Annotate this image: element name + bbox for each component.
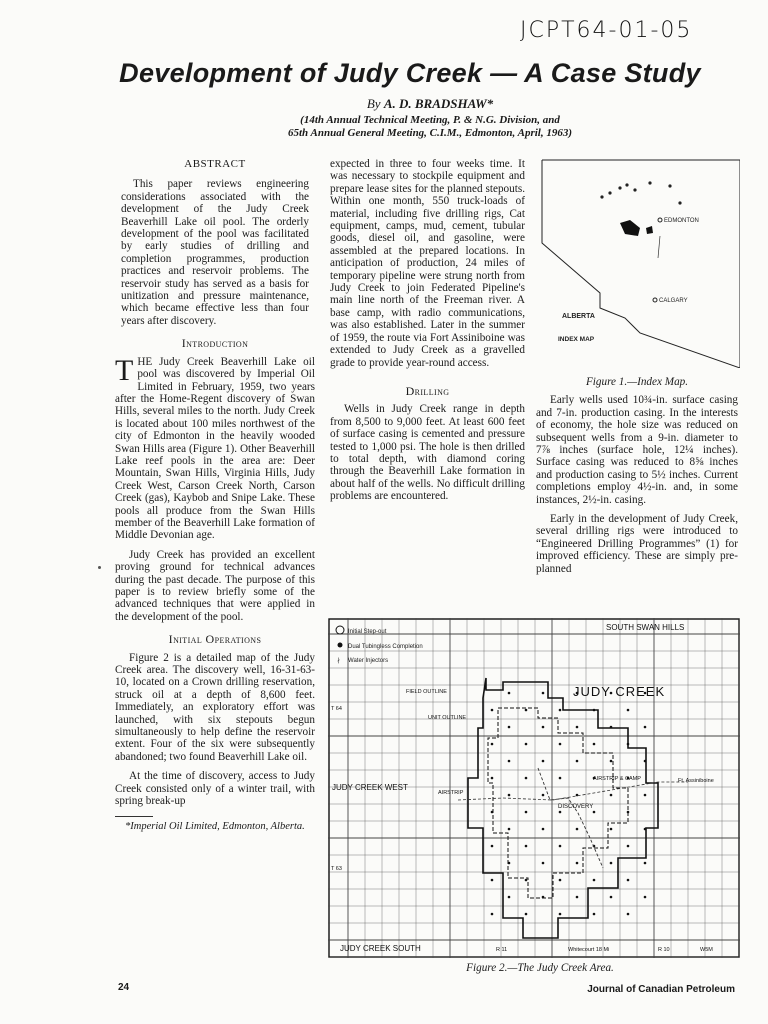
unit-outline (488, 708, 628, 898)
well-dot (559, 811, 562, 814)
well-dot (508, 726, 511, 729)
well-dot (525, 913, 528, 916)
well-dot (593, 879, 596, 882)
airstrip-label: AIRSTRIP (438, 790, 464, 796)
handwritten-note: JCPT64-01-05 (520, 18, 693, 43)
well-dot (644, 862, 647, 865)
well-dot (542, 760, 545, 763)
well-dot (610, 760, 613, 763)
w5m-label: W5M (700, 947, 713, 953)
well-dot (525, 709, 528, 712)
well-dot (610, 896, 613, 899)
well-dot (491, 709, 494, 712)
township-63-label: T 63 (331, 866, 342, 872)
judy-creek-label: JUDY CREEK (573, 684, 666, 699)
drilling-paragraph: Wells in Judy Creek range in depth from 8,500 to 9,000 feet. At least 600 feet of surface casing is cemented and pressure tested to 1,000 psi. The hole is then drilled to total depth, with diamond coring through the Beaverhill Lake formation in about half of the wells. No difficult drilling problems are encountered. (330, 403, 525, 503)
judy-creek-south-label: JUDY CREEK SOUTH (340, 944, 421, 953)
well-dot (525, 845, 528, 848)
whitecourt-label: Whitecourt 18 Mi (568, 947, 610, 953)
well-dot (508, 692, 511, 695)
well-dot (627, 879, 630, 882)
south-swan-hills-label: SOUTH SWAN HILLS (606, 623, 685, 632)
page-number: 24 (118, 982, 130, 993)
well-dot (559, 879, 562, 882)
drilling-heading: Drilling (405, 383, 450, 398)
well-dot (610, 828, 613, 831)
well-dot (508, 794, 511, 797)
well-dot (542, 828, 545, 831)
author-name: A. D. BRADSHAW* (383, 96, 494, 111)
discovery-label: DISCOVERY (558, 804, 594, 810)
paper-title: Development of Judy Creek — A Case Study (119, 58, 701, 88)
dropcap: T (115, 353, 134, 387)
figure-2-caption: Figure 2.—The Judy Creek Area. (466, 962, 614, 974)
step-out-symbol-icon (336, 626, 344, 634)
judy-creek-west-label: JUDY CREEK WEST (332, 783, 408, 792)
alberta-label: ALBERTA (562, 313, 595, 320)
column-2-paragraph-1: expected in three to four weeks time. It was necessary to stockpile equipment and prepare lease sites for the planned stepouts. Within one month, 550 truck-loads of material, including five drilling rigs, Cat equipment, camps, mud, cement, tubular goods, diesel oil, and gasoline, were assembled at the prepared locations. In anticipation of production, 24 miles of temporary pipeline were strung north from Judy Creek to join Federated Pipeline's main line north of the Freeman river. A base camp, with radio communications, was also established. Later in the summer of 1959, the route via Fort Assiniboine was extended to Judy Creek as a gravelled grade to provide year-round access. (330, 158, 525, 369)
well-dot (576, 896, 579, 899)
column-3 (536, 376, 738, 582)
column-2 (330, 158, 525, 510)
well-dot (525, 811, 528, 814)
introduction-paragraph-2: Judy Creek has provided an excellent proving ground for technical advances during the past decade. The purpose of this paper is to review briefly some of the advanced techniques that were applied in the development of the pool. (115, 548, 315, 623)
well-dot (491, 879, 494, 882)
well-dot (559, 709, 562, 712)
judy-creek-map-graphic (328, 618, 740, 958)
water-injector-symbol-icon: ∤ (337, 658, 340, 664)
byline (300, 96, 560, 112)
byline-prefix: By (366, 96, 381, 111)
introduction-heading: Introduction (181, 336, 249, 351)
road-line (538, 768, 603, 868)
field-outline-label: FIELD OUTLINE (406, 689, 447, 695)
well-dot (593, 743, 596, 746)
unit-outline-label: UNIT OUTLINE (428, 715, 467, 721)
legend-water-injectors: Water Injectors (348, 658, 389, 664)
column-3-paragraph-2: Early in the development of Judy Creek, several drilling rigs were introduced to “Engineered Drilling Programmes” (1) for improved efficiency. These are simply pre-planned (536, 513, 738, 575)
column-3-paragraph-1: Early wells used 10¾-in. surface casing and 7-in. production casing. In the interests of economy, the hole size was reduced on subsequent wells from a 9-in. diameter to 7⅞ inches (surface hole, 12¼ inches). Surface casing was reduced to 8⅝ inches and production casing to 5½ inches. Current completions employ 4½-in. and, in some instances, 2½-in. casing. (536, 394, 738, 506)
well-dot (644, 726, 647, 729)
range-11-label: R 11 (496, 947, 508, 953)
introduction-p1-text: HE Judy Creek Beaverhill Lake oil pool was discovered by Imperial Oil Limited in February, 1959, two years after the Home-Regent discovery of Swan Hills, several miles to the north. Judy Creek is located about 100 miles northwest of the city of Edmonton in the heavily wooded Swan Hills area (Figure 1). Other Beaverhill Lake reef pools in the area are: Deer Mountain, Swan Hills, Virginia Hills, Judy Creek West, Carson Creek North, Carson Creek (gas), Kaybob and Snipe Lake. These pools all produce from the Swan Hills member of the Beaverhill Lake formation of Middle Devonian age. (115, 355, 315, 542)
abstract-heading: ABSTRACT (184, 158, 246, 170)
well-dot (542, 862, 545, 865)
well-dot (542, 794, 545, 797)
well-dot (644, 896, 647, 899)
conference-note (200, 114, 660, 140)
abstract-text: This paper reviews engineering considerations associated with the development of the Judy Creek Beaverhill Lake oil pool. The orderly development of the pool was facilitated by early studies of drilling and completion programmes, production practices and reservoir problems. The reservoir study has served as a basis for unitization and pressure maintenance, which became effective less than four years after discovery. (121, 178, 309, 327)
journal-name: Journal of Canadian Petroleum (587, 984, 735, 995)
well-dot (525, 879, 528, 882)
well-dot (576, 760, 579, 763)
calgary-label: CALGARY (659, 298, 688, 304)
initial-operations-heading: Initial Operations (168, 632, 262, 647)
well-dot (610, 794, 613, 797)
well-dot (559, 743, 562, 746)
conference-line-2: 65th Annual General Meeting, C.I.M., Edmonton, April, 1963) (287, 127, 573, 139)
well-dot (542, 692, 545, 695)
well-dot (525, 743, 528, 746)
edmonton-label: EDMONTON (664, 218, 699, 224)
well-dot (559, 913, 562, 916)
well-dot (627, 913, 630, 916)
well-dot (576, 862, 579, 865)
well-dot (559, 845, 562, 848)
introduction-paragraph-1 (115, 353, 315, 542)
column-1 (115, 158, 315, 833)
well-dot (491, 845, 494, 848)
legend-dual-completion: Dual Tubingless Completion (348, 644, 423, 650)
well-dot (576, 828, 579, 831)
airstrip-camp-label: AIRSTRIP & CAMP (593, 776, 641, 782)
well-dot (491, 743, 494, 746)
legend-step-out: Initial Step-out (348, 629, 387, 635)
margin-mark (98, 566, 101, 569)
well-dot (593, 811, 596, 814)
abstract (121, 178, 309, 327)
well-dot (627, 709, 630, 712)
initial-operations-paragraph-1: Figure 2 is a detailed map of the Judy Creek area. The discovery well, 16-31-63-10, located on a Crown drilling reservation, struck oil at a depth of 8,600 feet. Immediately, an exploratory effort was launched, with six stepouts begun simultaneously to help define the reservoir extent. Four of the six were subsequently abandoned; two found Beaverhill Lake oil. (115, 651, 315, 763)
well-dot (525, 777, 528, 780)
well-dot (508, 896, 511, 899)
initial-operations-paragraph-2: At the time of discovery, access to Judy Creek consisted only of a winter trail, with spring break-up (115, 770, 315, 808)
footnote-rule (115, 816, 153, 817)
index-map-label: INDEX MAP (558, 336, 595, 343)
figure-1-index-map (540, 158, 740, 368)
well-dot (610, 862, 613, 865)
well-dot (627, 845, 630, 848)
well-dot (559, 777, 562, 780)
dual-completion-symbol-icon (338, 643, 343, 648)
well-dot (508, 760, 511, 763)
figure-2-judy-creek-map (328, 618, 740, 958)
well-dot (491, 777, 494, 780)
well-dot (508, 828, 511, 831)
figure-1-caption: Figure 1.—Index Map. (585, 376, 689, 388)
well-dot (644, 794, 647, 797)
well-dot (542, 726, 545, 729)
well-dot (491, 913, 494, 916)
township-64-label: T 64 (331, 706, 342, 712)
range-10-label: R 10 (658, 947, 670, 953)
index-map-graphic (540, 158, 740, 368)
footnote: *Imperial Oil Limited, Edmonton, Alberta. (125, 820, 305, 832)
conference-line-1: (14th Annual Technical Meeting, P. & N.G. Division, and (300, 114, 560, 126)
well-dot (576, 726, 579, 729)
fort-assiniboine-label: Ft. Assiniboine (678, 778, 714, 784)
well-dot (593, 913, 596, 916)
